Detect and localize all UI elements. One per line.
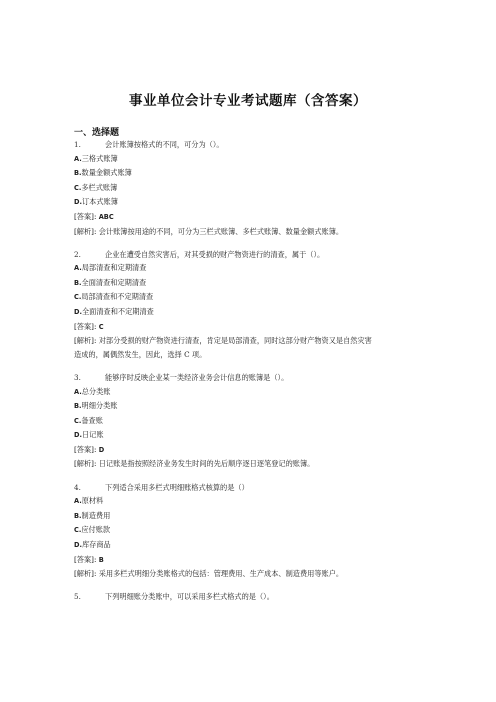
analysis-line: [74, 457, 374, 471]
question-number: 1.: [74, 140, 81, 149]
option-text: 明细分类账: [81, 401, 118, 411]
question-text: 会计账簿按格式的不同，可分为（）。: [105, 140, 224, 149]
option-letter: A.: [74, 154, 82, 163]
question-2: [74, 248, 424, 362]
question-number: 4.: [74, 482, 81, 492]
answer-value: D: [98, 445, 105, 454]
question-3: [74, 371, 424, 471]
option-letter: B.: [74, 169, 82, 178]
answer-label: [答案]:: [74, 444, 97, 454]
option-letter: D.: [74, 540, 82, 549]
analysis-label: [解析]:: [74, 569, 97, 579]
option-letter: A.: [74, 387, 82, 396]
option-b: [74, 166, 424, 181]
option-letter: D.: [74, 431, 82, 440]
option-text: 局部清查和定期清查: [81, 263, 147, 273]
option-b: [74, 399, 424, 414]
question-4: [74, 481, 424, 581]
document-title: 事业单位会计专业考试题库（含答案）: [129, 93, 367, 109]
analysis-label: [解析]:: [74, 336, 97, 346]
option-text: 局部清查和不定期清查: [81, 292, 154, 302]
analysis-line: [74, 225, 374, 239]
option-a: [74, 152, 424, 167]
option-letter: C.: [74, 293, 82, 302]
option-d: [74, 538, 424, 553]
analysis-text: 会计账簿按用途的不同，可分为三栏式账簿、多栏式账簿、数量金额式账簿。: [98, 226, 344, 236]
option-text: 原材料: [81, 496, 104, 506]
option-letter: B.: [74, 402, 82, 411]
question-text: 能够序时反映企业某一类经济业务会计信息的账簿是（）。: [105, 372, 289, 382]
answer-value: B: [98, 555, 104, 564]
option-text: 数量金额式账簿: [81, 168, 132, 178]
option-letter: D.: [74, 198, 82, 207]
question-stem: [74, 590, 424, 604]
question-text: 企业在遭受自然灾害后，对其受损的财产物资进行的清查，属于（）。: [105, 249, 325, 259]
option-c: [74, 414, 424, 429]
analysis-text: 对部分受损的财产物资进行清查，肯定是局部清查，同时这部分财产物资又是自然灾害造成的，属偶然发生，因此，选择 C 项。: [74, 336, 372, 359]
option-letter: D.: [74, 308, 82, 317]
option-d: [74, 195, 424, 210]
question-stem: [74, 248, 424, 262]
option-text: 应付账款: [81, 525, 111, 535]
option-a: [74, 261, 424, 276]
option-a: [74, 385, 424, 400]
option-letter: C.: [74, 526, 82, 535]
answer-line: [74, 443, 424, 458]
option-text: 日记账: [81, 430, 104, 440]
answer-line: [74, 320, 424, 335]
option-text: 多栏式账簿: [81, 182, 118, 192]
option-letter: B.: [74, 278, 82, 287]
question-number: 2.: [74, 249, 81, 259]
analysis-text: 采用多栏式明细分类账格式的包括：管理费用、生产成本、制造费用等账户。: [98, 569, 344, 579]
answer-label: [答案]:: [74, 321, 97, 331]
option-letter: A.: [74, 264, 82, 273]
option-text: 全面清查和定期清查: [81, 277, 147, 287]
option-c: [74, 290, 424, 305]
question-stem: [74, 138, 424, 152]
option-letter: A.: [74, 497, 82, 506]
question-number: 3.: [74, 372, 81, 382]
answer-value: C: [98, 322, 104, 331]
option-text: 备查账: [81, 415, 103, 425]
answer-label: [答案]:: [74, 211, 97, 221]
question-text: 下列适合采用多栏式明细账格式核算的是（）: [105, 482, 249, 492]
section-heading: 一、选择题: [74, 128, 120, 138]
option-a: [74, 494, 424, 509]
question-stem: [74, 481, 424, 495]
option-b: [74, 276, 424, 291]
option-text: 订本式账簿: [81, 197, 118, 207]
analysis-label: [解析]:: [74, 226, 97, 236]
analysis-text: 日记账是指按照经济业务发生时间的先后顺序逐日逐笔登记的账簿。: [98, 459, 315, 469]
answer-line: [74, 553, 424, 568]
option-letter: B.: [74, 511, 82, 520]
option-letter: C.: [74, 183, 82, 192]
answer-value: ABC: [98, 212, 114, 221]
analysis-line: [74, 334, 374, 361]
question-stem: [74, 371, 424, 385]
analysis-label: [解析]:: [74, 459, 97, 469]
question-number: 5.: [74, 592, 81, 602]
answer-label: [答案]:: [74, 554, 97, 564]
question-5: [74, 590, 424, 604]
option-c: [74, 181, 424, 196]
option-d: [74, 428, 424, 443]
option-text: 制造费用: [81, 510, 111, 520]
option-text: 库存商品: [81, 539, 111, 549]
option-letter: C.: [74, 416, 82, 425]
question-list: [74, 138, 424, 613]
option-text: 总分类账: [81, 386, 111, 396]
option-d: [74, 305, 424, 320]
option-text: 三格式账簿: [81, 153, 118, 163]
question-text: 下列明细账分类账中，可以采用多栏式格式的是（）。: [105, 592, 274, 602]
question-1: [74, 138, 424, 238]
option-b: [74, 509, 424, 524]
option-c: [74, 523, 424, 538]
analysis-line: [74, 567, 374, 581]
option-text: 全面清查和不定期清查: [81, 307, 154, 317]
answer-line: [74, 210, 424, 225]
